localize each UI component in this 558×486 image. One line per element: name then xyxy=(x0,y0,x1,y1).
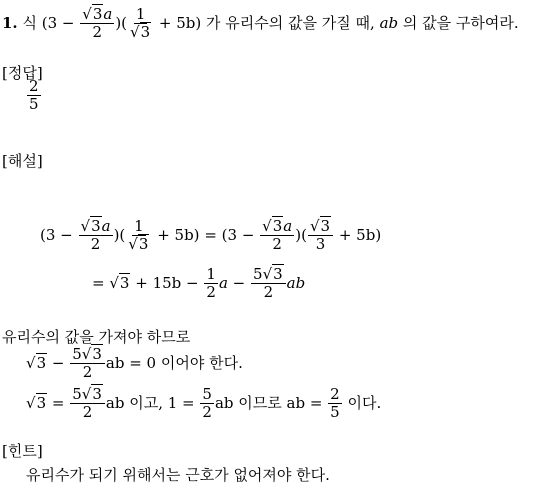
solution-line-1: (3 − $\frac{√3a}{2}$ )( $\frac{1}{√3}$ + 5b) = (3 − $\frac{√3a}{2}$ )( $\frac{√3}{3}$ + 5b) xyxy=(40,217,382,254)
fraction-2: $\frac{1}{√3}$ xyxy=(130,5,151,42)
hint-text: 유리수가 되기 위해서는 근호가 없어져야 한다. xyxy=(26,466,330,484)
solution-cond-1: √3 − $\frac{5√3}{2}$ ab = 0 이어야 한다. xyxy=(26,345,243,382)
solution-label: [해설] xyxy=(2,152,43,170)
answer-label: [정답] xyxy=(2,64,43,82)
solution-line-2: = √3 + 15b − $\frac{1}{2}$ a − $\frac{5√3}{2}$ ab xyxy=(92,265,306,302)
problem-ab: ab xyxy=(379,13,399,32)
solution-cond-2: √3 = $\frac{5√3}{2}$ ab 이고, 1 = $\frac{5}{2}$ ab 이므로 ab = $\frac{2}{5}$ 이다. xyxy=(26,385,382,422)
problem-suffix: 가 유리수의 값을 가질 때, xyxy=(206,13,375,32)
answer-fraction: $\frac{2}{5}$ xyxy=(29,77,39,114)
problem-line xyxy=(2,6,519,42)
expr-mid: )( xyxy=(115,13,128,32)
problem-suffix2: 의 값을 구하여라. xyxy=(402,13,519,32)
expr-plus: + 5b) xyxy=(158,13,202,32)
problem-prefix: 식 xyxy=(22,13,37,32)
problem-number: 1. xyxy=(2,13,18,32)
hint-label: [힌트] xyxy=(2,442,43,460)
solution-text-1: 유리수의 값을 가져야 하므로 xyxy=(2,328,191,346)
expr-open: (3 − xyxy=(41,13,75,32)
fraction-1: $\frac{√3a}{2}$ xyxy=(82,5,113,42)
